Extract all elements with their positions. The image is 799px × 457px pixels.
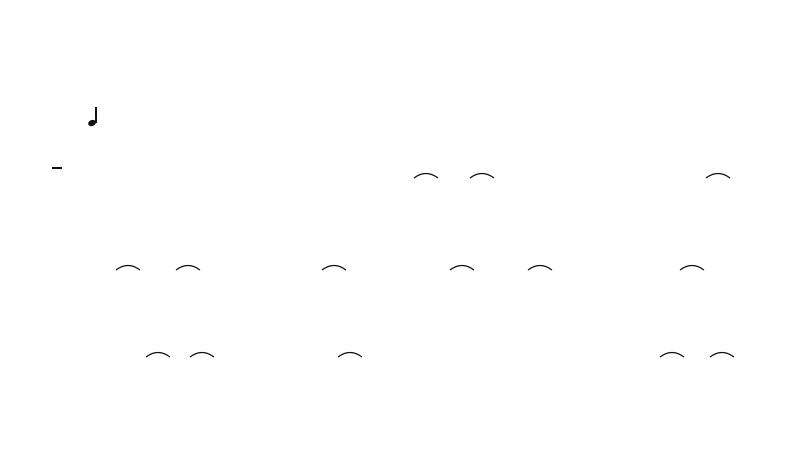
time-signature — [52, 166, 62, 170]
slur-arc — [322, 266, 346, 271]
slur-arc — [450, 266, 474, 271]
slur-arc — [146, 353, 170, 358]
slur-arc — [680, 266, 704, 271]
slur-arc — [528, 266, 552, 271]
tempo-marking — [88, 108, 102, 129]
slur-arc — [116, 266, 140, 271]
slur-arc — [414, 174, 438, 179]
slur-arc — [338, 353, 362, 358]
slur-arc — [190, 353, 214, 358]
slur-arc — [660, 353, 684, 358]
slur-arc — [706, 174, 730, 179]
quarter-note-icon — [88, 108, 98, 126]
slur-arc — [176, 266, 200, 271]
slur-arc — [470, 174, 494, 179]
slur-arc — [710, 353, 734, 358]
